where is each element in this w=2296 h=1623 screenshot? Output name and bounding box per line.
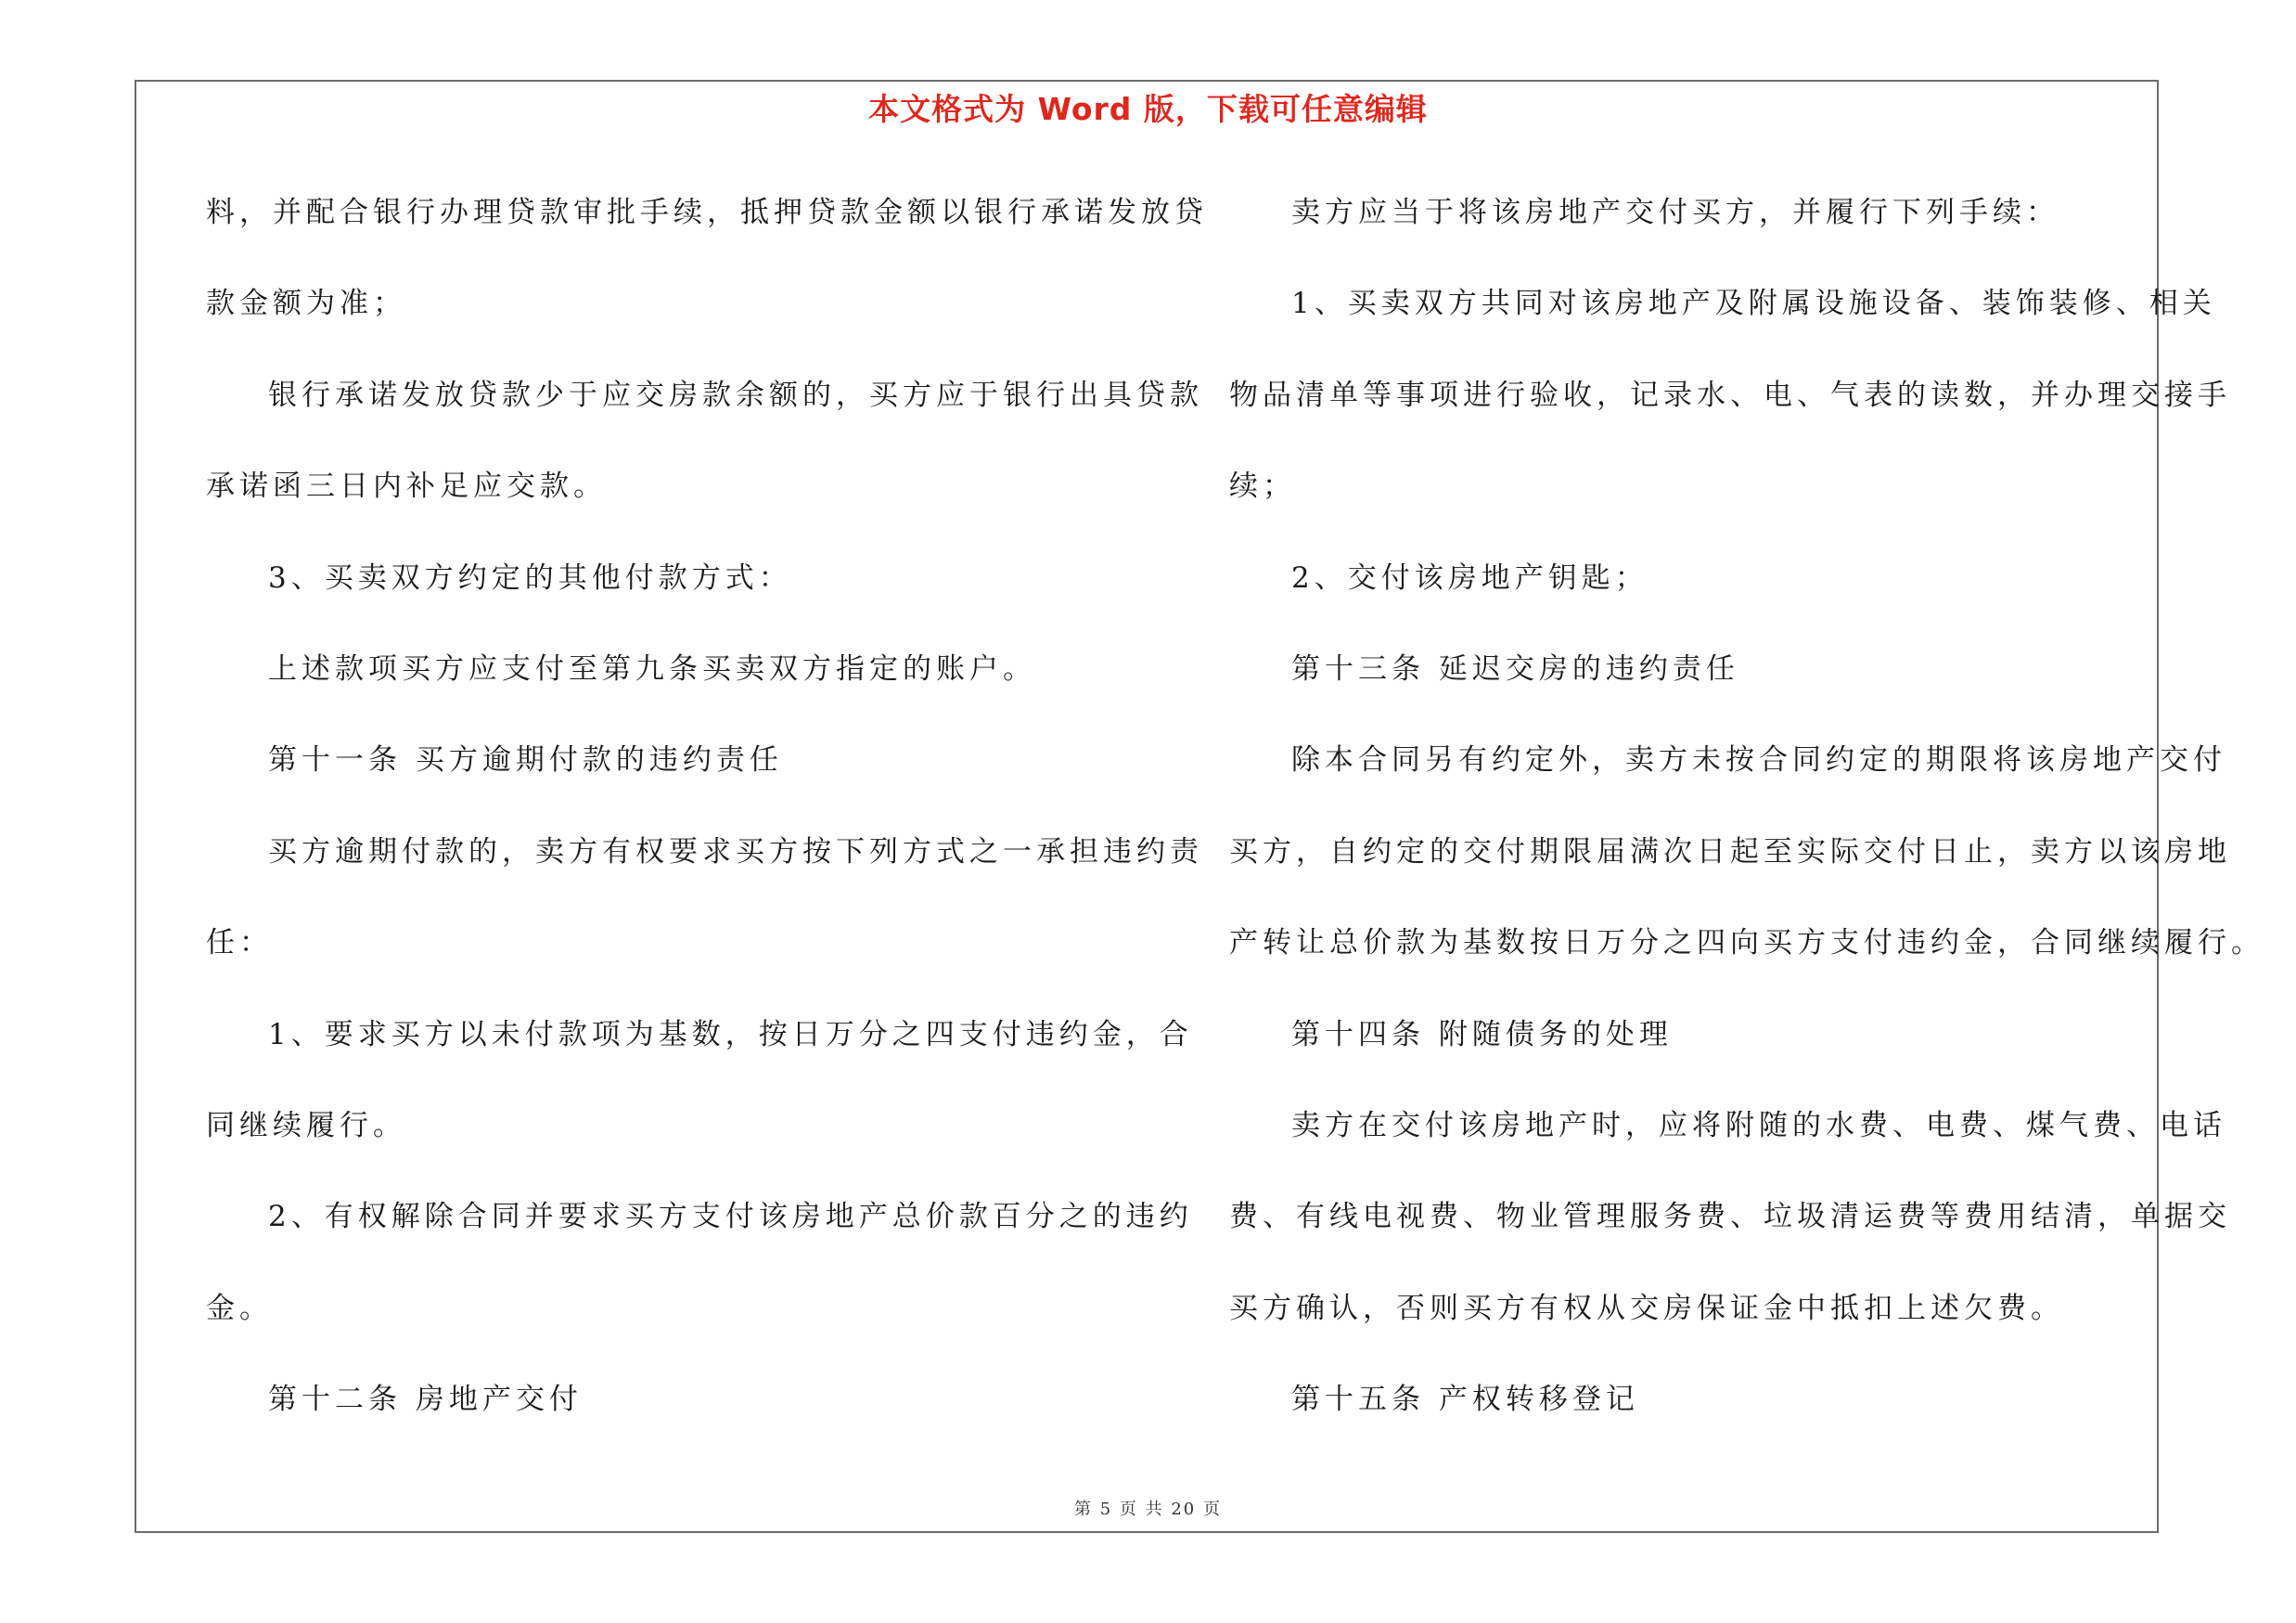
text-line: 2、交付该房地产钥匙；: [1291, 560, 1648, 595]
text-line: 第十二条 房地产交付: [268, 1383, 583, 1417]
text-line: 同继续履行。: [206, 1108, 406, 1142]
text-line: 承诺函三日内补足应交款。: [206, 470, 607, 504]
text-line: 续；: [1229, 470, 1296, 504]
text-line: 第十三条 延迟交房的违约责任: [1291, 651, 1739, 686]
text-line: 买方确认，否则买方有权从交房保证金中抵扣上述欠费。: [1229, 1291, 2064, 1325]
text-line: 1、买卖双方共同对该房地产及附属设施设备、装饰装修、相关: [1291, 287, 2216, 321]
text-line: 费、有线电视费、物业管理服务费、垃圾清运费等费用结清，单据交: [1229, 1200, 2231, 1234]
left-text-column: [206, 167, 1208, 1445]
right-text-column: [1229, 167, 2264, 1445]
text-line: 产转让总价款为基数按日万分之四向买方支付违约金，合同继续履行。: [1229, 926, 2264, 960]
text-line: 卖方在交付该房地产时，应将附随的水费、电费、煤气费、电话: [1291, 1108, 2226, 1142]
text-line: 除本合同另有约定外，卖方未按合同约定的期限将该房地产交付: [1291, 743, 2226, 778]
text-line: 第十五条 产权转移登记: [1291, 1383, 1639, 1417]
page-number-footer: 第 5 页 共 20 页: [1074, 1500, 1222, 1519]
text-line: 上述款项买方应支付至第九条买卖双方指定的账户。: [268, 651, 1036, 686]
text-line: 3、买卖双方约定的其他付款方式：: [268, 560, 792, 595]
text-line: 2、有权解除合同并要求买方支付该房地产总价款百分之的违约: [268, 1200, 1193, 1234]
text-line: 买方，自约定的交付期限届满次日起至实际交付日止，卖方以该房地: [1229, 834, 2231, 869]
text-line: 第十四条 附随债务的处理: [1291, 1017, 1673, 1051]
text-line: 买方逾期付款的，卖方有权要求买方按下列方式之一承担违约责: [268, 834, 1203, 869]
text-line: 金。: [206, 1291, 273, 1325]
text-line: 款金额为准；: [206, 287, 406, 321]
text-line: 1、要求买方以未付款项为基数，按日万分之四支付违约金，合: [268, 1017, 1193, 1051]
text-line: 第十一条 买方逾期付款的违约责任: [268, 743, 783, 778]
document-banner: 本文格式为 Word 版，下载可任意编辑: [868, 91, 1428, 127]
text-line: 卖方应当于将该房地产交付买方，并履行下列手续：: [1291, 196, 2059, 229]
text-line: 任：: [206, 926, 273, 960]
text-line: 料，并配合银行办理贷款审批手续，抵押贷款金额以银行承诺发放贷: [206, 196, 1208, 229]
text-line: 银行承诺发放贷款少于应交房款余额的，买方应于银行出具贷款: [268, 378, 1203, 412]
text-line: 物品清单等事项进行验收，记录水、电、气表的读数，并办理交接手: [1229, 378, 2231, 412]
